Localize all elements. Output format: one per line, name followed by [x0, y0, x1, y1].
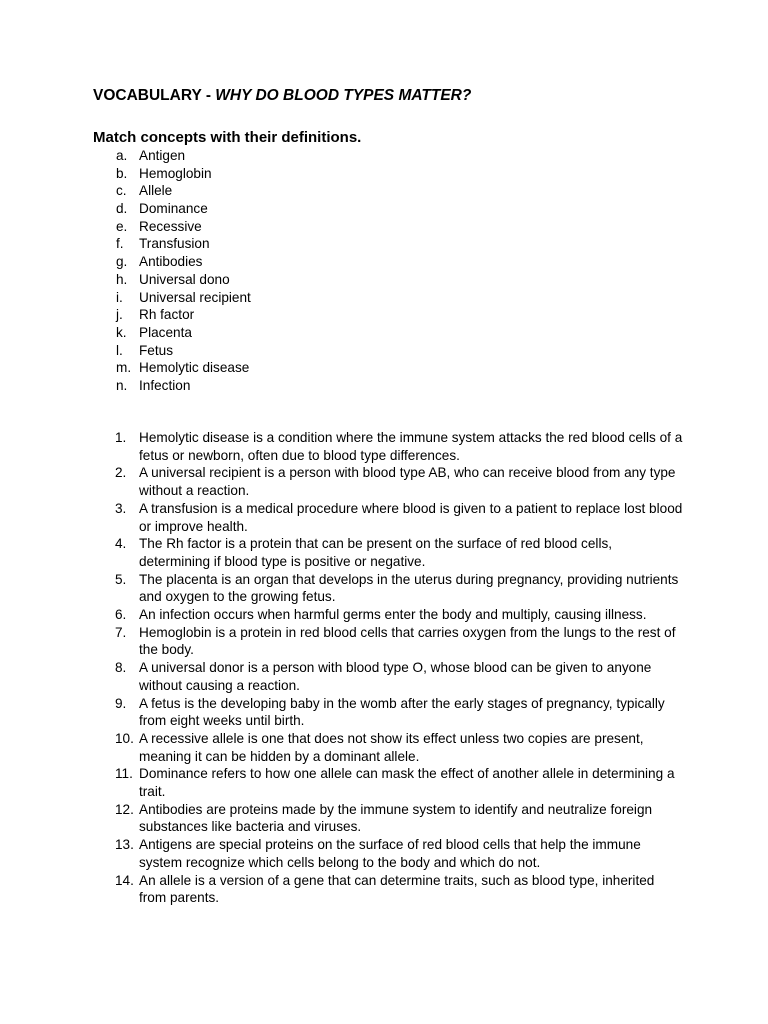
term-item-marker: e.	[116, 218, 128, 234]
term-item	[0, 235, 768, 253]
term-item-marker: b.	[116, 165, 128, 181]
definition-item-marker: 5.	[115, 571, 127, 587]
definition-item	[0, 500, 768, 535]
definition-item-text: Hemolytic disease is a condition where the immune system attacks the red blood cells of a fetus or newborn, often due to blood type differences.	[139, 430, 683, 463]
definition-item-marker: 12.	[115, 801, 134, 817]
page-title	[93, 86, 471, 106]
definition-item-text: Antibodies are proteins made by the immune system to identify and neutralize foreign substances like bacteria and viruses.	[139, 801, 653, 835]
term-item-text: Hemolytic disease	[139, 360, 250, 376]
definition-item-text: A universal donor is a person with blood type O, whose blood can be given to anyone without causing a reaction.	[139, 660, 652, 693]
definition-item-text: An infection occurs when harmful germs enter the body and multiply, causing illness.	[139, 607, 647, 623]
term-item	[0, 200, 768, 218]
term-item-marker: j.	[116, 307, 123, 323]
definition-item-text: A fetus is the developing baby in the womb after the early stages of pregnancy, typically from eight weeks until birth.	[139, 695, 665, 729]
definition-item-marker: 14.	[115, 872, 134, 888]
term-item-marker: c.	[116, 183, 127, 199]
title-subtitle: WHY DO BLOOD TYPES MATTER?	[215, 87, 472, 104]
definition-item-text: Antigens are special proteins on the surface of red blood cells that help the immune system recognize which cells belong to the body and which do not.	[139, 837, 641, 870]
definition-item-marker: 8.	[115, 660, 127, 676]
definition-item-marker: 4.	[115, 536, 127, 552]
term-item-marker: l.	[116, 342, 123, 358]
definition-item-marker: 11.	[115, 766, 133, 782]
definition-item	[0, 535, 768, 570]
term-item	[0, 253, 768, 271]
term-item	[0, 147, 768, 165]
definition-item	[0, 624, 768, 659]
definition-item-marker: 2.	[115, 465, 127, 481]
term-item-marker: g.	[116, 254, 128, 270]
term-item-marker: m.	[116, 360, 132, 376]
term-item	[0, 218, 768, 236]
definition-item-text: The Rh factor is a protein that can be present on the surface of red blood cells, determining if blood type is positive or negative.	[139, 536, 613, 569]
term-item-text: Transfusion	[139, 236, 210, 252]
definition-item-marker: 13.	[115, 837, 134, 853]
term-item-marker: i.	[116, 289, 123, 305]
term-item-text: Universal recipient	[139, 289, 251, 305]
definition-item	[0, 801, 768, 836]
terms-list	[0, 147, 768, 395]
term-item-marker: k.	[116, 324, 127, 340]
definition-item	[0, 872, 768, 907]
definition-item-text: A transfusion is a medical procedure where blood is given to a patient to replace lost blood or improve health.	[139, 500, 683, 534]
definition-item	[0, 765, 768, 800]
term-item-marker: d.	[116, 201, 128, 217]
term-item-text: Recessive	[139, 218, 202, 234]
definition-item	[0, 606, 768, 624]
definition-item	[0, 836, 768, 871]
term-item	[0, 359, 768, 377]
definition-item-text: Hemoglobin is a protein in red blood cells that carries oxygen from the lungs to the rest of the body.	[139, 624, 676, 658]
definition-item	[0, 695, 768, 730]
definition-item-marker: 7.	[115, 624, 127, 640]
definition-item-text: The placenta is an organ that develops in the uterus during pregnancy, providing nutrients and oxygen to the growing fetus.	[139, 571, 679, 605]
term-item-marker: f.	[116, 236, 124, 252]
definition-item-marker: 1.	[115, 430, 127, 445]
term-item	[0, 289, 768, 307]
term-item-text: Fetus	[139, 342, 173, 358]
instruction-text: Match concepts with their definitions.	[93, 129, 362, 146]
term-item-text: Dominance	[139, 201, 208, 217]
definition-item-marker: 10.	[115, 730, 134, 746]
term-item	[0, 377, 768, 395]
definition-item-marker: 6.	[115, 607, 127, 623]
definition-item	[0, 571, 768, 606]
term-item-marker: h.	[116, 271, 128, 287]
term-item-text: Rh factor	[139, 307, 195, 323]
definition-item-text: A recessive allele is one that does not show its effect unless two copies are present, meaning it can be hidden by a dominant allele.	[139, 730, 644, 764]
definition-item	[0, 659, 768, 694]
term-item-text: Hemoglobin	[139, 165, 212, 181]
definition-item	[0, 429, 768, 464]
title-prefix: VOCABULARY -	[93, 87, 216, 104]
definition-item-text: Dominance refers to how one allele can mask the effect of another allele in determining a trait.	[139, 766, 675, 800]
term-item-text: Universal dono	[139, 271, 230, 287]
term-item-marker: a.	[116, 148, 128, 163]
term-item	[0, 324, 768, 342]
term-item	[0, 342, 768, 360]
term-item	[0, 271, 768, 289]
definition-item-text: A universal recipient is a person with blood type AB, who can receive blood from any type without a reaction.	[139, 465, 676, 499]
term-item	[0, 306, 768, 324]
definition-item	[0, 730, 768, 765]
definition-item	[0, 464, 768, 499]
definition-item-marker: 3.	[115, 500, 127, 516]
term-item	[0, 182, 768, 200]
definitions-list	[0, 429, 768, 907]
term-item-text: Allele	[139, 183, 173, 199]
term-item-text: Antigen	[139, 148, 186, 163]
term-item-text: Antibodies	[139, 254, 203, 270]
definition-item-marker: 9.	[115, 695, 127, 711]
term-item	[0, 165, 768, 183]
definition-item-text: An allele is a version of a gene that can determine traits, such as blood type, inherited from parents.	[139, 872, 655, 906]
term-item-marker: n.	[116, 377, 128, 393]
term-item-text: Infection	[139, 377, 191, 393]
term-item-text: Placenta	[139, 324, 192, 340]
